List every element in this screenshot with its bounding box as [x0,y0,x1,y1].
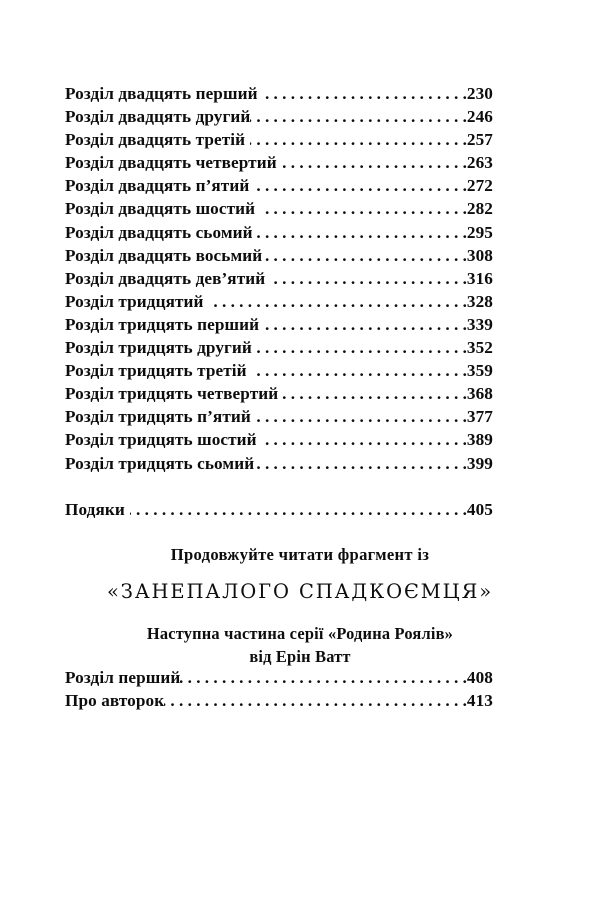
toc-entry[interactable] [65,199,493,222]
entry-title: Розділ тридцять перший [65,314,260,334]
entry-page-number: 405 [466,499,493,519]
entry-page-number: 328 [466,291,493,311]
entry-page-number: 399 [466,453,493,473]
toc-entry[interactable] [65,107,493,130]
promo-intro-line: Продовжуйте читати фрагмент із [170,545,430,564]
entry-title: Розділ тридцять шостий [65,430,257,450]
toc-entry[interactable] [65,384,493,407]
dot-leader [270,269,467,286]
entry-page-number: 263 [466,153,493,173]
entry-page-number: 408 [466,668,493,687]
excerpt-entry[interactable] [65,668,493,691]
toc-section-spacer [65,477,493,500]
toc-entry[interactable] [65,315,493,338]
entry-page-number: 359 [466,361,493,381]
promo-block [0,543,600,668]
excerpt-entry[interactable] [65,691,493,714]
toc-entry-acknowledgements[interactable] [65,500,493,523]
entry-page-number: 389 [466,430,493,450]
dot-leader [254,176,467,193]
entry-page-number: 246 [466,107,493,127]
toc-entry[interactable] [65,338,493,361]
entry-page-number: 308 [466,245,493,265]
entry-page-number: 339 [466,314,493,334]
entry-page-number: 377 [466,407,493,427]
entry-page-number: 352 [466,338,493,358]
dot-leader [250,130,467,147]
dot-leader [253,223,467,240]
entry-title: Розділ двадцять другий [65,107,251,127]
table-of-contents [65,84,493,523]
entry-page-number: 295 [466,222,493,242]
promo-series-line: Наступна частина серії «Родина Роялів» [146,624,454,643]
entry-page-number: 257 [466,130,493,150]
dot-leader [256,407,467,424]
toc-entry[interactable] [65,269,493,292]
dot-leader [262,246,467,263]
toc-entry[interactable] [65,361,493,384]
entry-title: Розділ перший [65,668,181,687]
dot-leader [254,454,467,471]
promo-author-line: від Ерін Ватт [249,646,351,666]
promo-series-info [0,623,600,668]
entry-page-number: 368 [466,384,493,404]
toc-entry[interactable] [65,176,493,199]
entry-page-number: 230 [466,84,493,103]
dot-leader [263,84,467,101]
toc-entry[interactable] [65,292,493,315]
toc-entry[interactable] [65,454,493,477]
toc-entry[interactable] [65,223,493,246]
entry-title: Розділ двадцять шостий [65,199,256,219]
toc-entry[interactable] [65,153,493,176]
entry-page-number: 282 [466,199,493,219]
entry-title: Розділ тридцять четвертий [65,384,279,404]
entry-title: Розділ тридцять другий [65,338,252,358]
entry-title: Подяки [65,499,125,519]
entry-title: Розділ двадцять четвертий [65,153,277,173]
entry-title: Про авторок [65,691,165,711]
entry-title: Розділ тридцятий [65,291,204,311]
dot-leader [180,668,467,685]
entry-title: Розділ двадцять дев’ятий [65,268,266,288]
toc-entry[interactable] [65,84,493,107]
dot-leader [260,199,467,216]
toc-entry[interactable] [65,246,493,269]
dot-leader [130,500,467,517]
promo-book-title: «ЗАНЕПАЛОГО СПАДКОЄМЦЯ» [106,580,494,603]
toc-entry[interactable] [65,130,493,153]
dot-leader [252,338,467,355]
dot-leader [250,107,467,124]
dot-leader [277,153,467,170]
toc-entry[interactable] [65,407,493,430]
entry-title: Розділ тридцять сьомий [65,453,255,473]
dot-leader [278,384,467,401]
entry-title: Розділ двадцять восьмий [65,245,263,265]
dot-leader [209,292,467,309]
dot-leader [164,691,467,708]
entry-title: Розділ двадцять п’ятий [65,176,250,196]
entry-title: Розділ тридцять п’ятий [65,407,251,427]
entry-page-number: 316 [466,268,493,288]
entry-title: Розділ двадцять перший [65,84,258,103]
entry-title: Розділ двадцять третій [65,130,246,150]
entry-page-number: 272 [466,176,493,196]
dot-leader [262,430,467,447]
entry-title: Розділ тридцять третій [65,361,247,381]
entry-page-number: 413 [466,691,493,711]
dot-leader [264,315,467,332]
dot-leader [252,361,467,378]
excerpt-contents [65,668,493,714]
toc-entry[interactable] [65,430,493,453]
entry-title: Розділ двадцять сьомий [65,222,253,242]
